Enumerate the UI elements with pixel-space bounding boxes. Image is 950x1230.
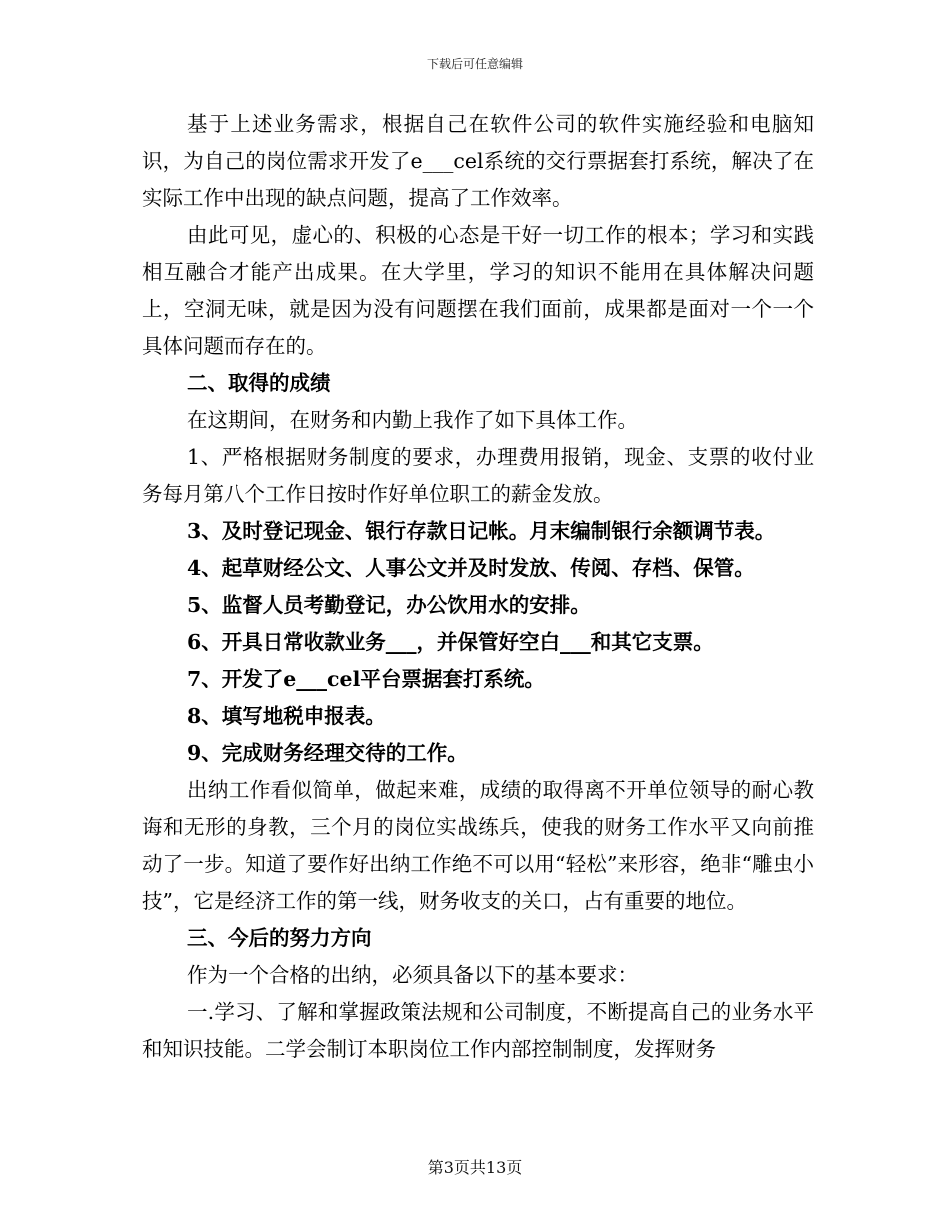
paragraph: 在这期间，在财务和内勤上我作了如下具体工作。 xyxy=(187,408,638,432)
document-body xyxy=(142,106,814,1068)
section-heading: 二、取得的成绩 xyxy=(187,371,331,395)
list-item: 3、及时登记现金、银行存款日记帐。月末编制银行余额调节表。 xyxy=(187,519,776,543)
list-item: 7、开发了e___cel平台票据套打系统。 xyxy=(187,667,545,691)
list-item: 6、开具日常收款业务___，并保管好空白___和其它支票。 xyxy=(187,630,714,654)
page-number-footer: 第3页共13页 xyxy=(427,1158,523,1177)
paragraph: 基于上述业务需求，根据自己在软件公司的软件实施经验和电脑知识，为自己的岗位需求开发了e___cel系统的交行票据套打系统，解决了在实际工作中出现的缺点问题，提高了工作效率。 xyxy=(142,112,814,210)
paragraph: 一.学习、了解和掌握政策法规和公司制度，不断提高自己的业务水平和知识技能。二学会制订本职岗位工作内部控制制度，发挥财务 xyxy=(142,1000,814,1061)
page-header-note: 下载后可任意编辑 xyxy=(426,57,523,71)
paragraph: 作为一个合格的出纳，必须具备以下的基本要求： xyxy=(187,963,638,987)
section-heading: 三、今后的努力方向 xyxy=(187,926,372,950)
list-item: 1、严格根据财务制度的要求，办理费用报销，现金、支票的收付业务每月第八个工作日按时作好单位职工的薪金发放。 xyxy=(142,445,814,506)
list-item: 8、填写地税申报表。 xyxy=(187,704,386,728)
list-item: 5、监督人员考勤登记，办公饮用水的安排。 xyxy=(187,593,591,617)
paragraph: 出纳工作看似简单，做起来难，成绩的取得离不开单位领导的耐心教诲和无形的身教，三个月的岗位实战练兵，使我的财务工作水平又向前推动了一步。知道了要作好出纳工作绝不可以用“轻松”来形容，绝非“雕虫小技”，它是经济工作的第一线，财务收支的关口，占有重要的地位。 xyxy=(142,778,814,913)
list-item: 9、完成财务经理交待的工作。 xyxy=(187,741,468,765)
list-item: 4、起草财经公文、人事公文并及时发放、传阅、存档、保管。 xyxy=(187,556,755,580)
paragraph: 由此可见，虚心的、积极的心态是干好一切工作的根本；学习和实践相互融合才能产出成果。在大学里，学习的知识不能用在具体解决问题上，空洞无味，就是因为没有问题摆在我们面前，成果都是面对一个一个具体问题而存在的。 xyxy=(142,223,814,358)
